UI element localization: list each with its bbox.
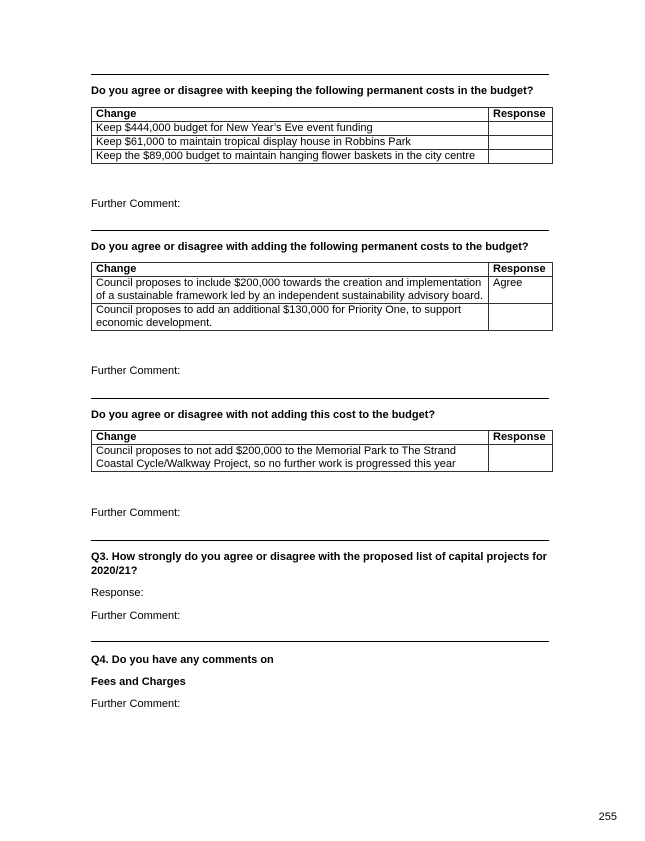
further-comment-label: Further Comment:	[91, 610, 181, 622]
q4-question: Q4. Do you have any comments on	[91, 654, 274, 666]
table-header-row	[92, 263, 553, 277]
change-cell: Council proposes to not add $200,000 to the Memorial Park to The Strand Coastal Cycle/Walkway Project, so no further work is progressed this year	[92, 445, 489, 472]
response-label: Response:	[91, 587, 144, 599]
further-comment-label: Further Comment:	[91, 198, 181, 210]
col-response-header: Response	[489, 108, 553, 122]
divider-rule	[91, 398, 549, 399]
section3-question: Do you agree or disagree with not adding this cost to the budget?	[91, 409, 436, 421]
response-cell[interactable]	[489, 304, 553, 331]
section2-question: Do you agree or disagree with adding the following permanent costs to the budget?	[91, 241, 529, 253]
response-cell[interactable]	[489, 445, 553, 472]
section1-table	[91, 107, 553, 164]
table-row	[92, 136, 553, 150]
col-response-header: Response	[489, 431, 553, 445]
divider-rule	[91, 230, 549, 231]
table-row	[92, 150, 553, 164]
col-response-header: Response	[489, 263, 553, 277]
section3-table	[91, 430, 553, 472]
table-header-row	[92, 108, 553, 122]
change-cell: Keep the $89,000 budget to maintain hanging flower baskets in the city centre	[92, 150, 489, 164]
response-cell[interactable]	[489, 150, 553, 164]
divider-rule	[91, 641, 549, 642]
table-header-row	[92, 431, 553, 445]
table-row	[92, 304, 553, 331]
section2-table	[91, 262, 553, 331]
further-comment-label: Further Comment:	[91, 365, 181, 377]
further-comment-label: Further Comment:	[91, 698, 181, 710]
q4-subheading: Fees and Charges	[91, 676, 186, 688]
divider-rule	[91, 74, 549, 75]
page-number: 255	[598, 811, 617, 823]
table-row	[92, 122, 553, 136]
col-change-header: Change	[92, 263, 489, 277]
change-cell: Keep $444,000 budget for New Year’s Eve event funding	[92, 122, 489, 136]
response-cell[interactable]: Agree	[489, 277, 553, 304]
col-change-header: Change	[92, 108, 489, 122]
table-row	[92, 445, 553, 472]
change-cell: Council proposes to add an additional $130,000 for Priority One, to support economic development.	[92, 304, 489, 331]
q3-question: Q3. How strongly do you agree or disagree with the proposed list of capital projects for 2020/21?	[91, 551, 547, 577]
divider-rule	[91, 540, 549, 541]
further-comment-label: Further Comment:	[91, 507, 181, 519]
change-cell: Council proposes to include $200,000 towards the creation and implementation of a sustainable framework led by an independent sustainability advisory board.	[92, 277, 489, 304]
response-cell[interactable]	[489, 122, 553, 136]
section1-question: Do you agree or disagree with keeping the following permanent costs in the budget?	[91, 85, 534, 97]
response-cell[interactable]	[489, 136, 553, 150]
change-cell: Keep $61,000 to maintain tropical display house in Robbins Park	[92, 136, 489, 150]
col-change-header: Change	[92, 431, 489, 445]
table-row	[92, 277, 553, 304]
